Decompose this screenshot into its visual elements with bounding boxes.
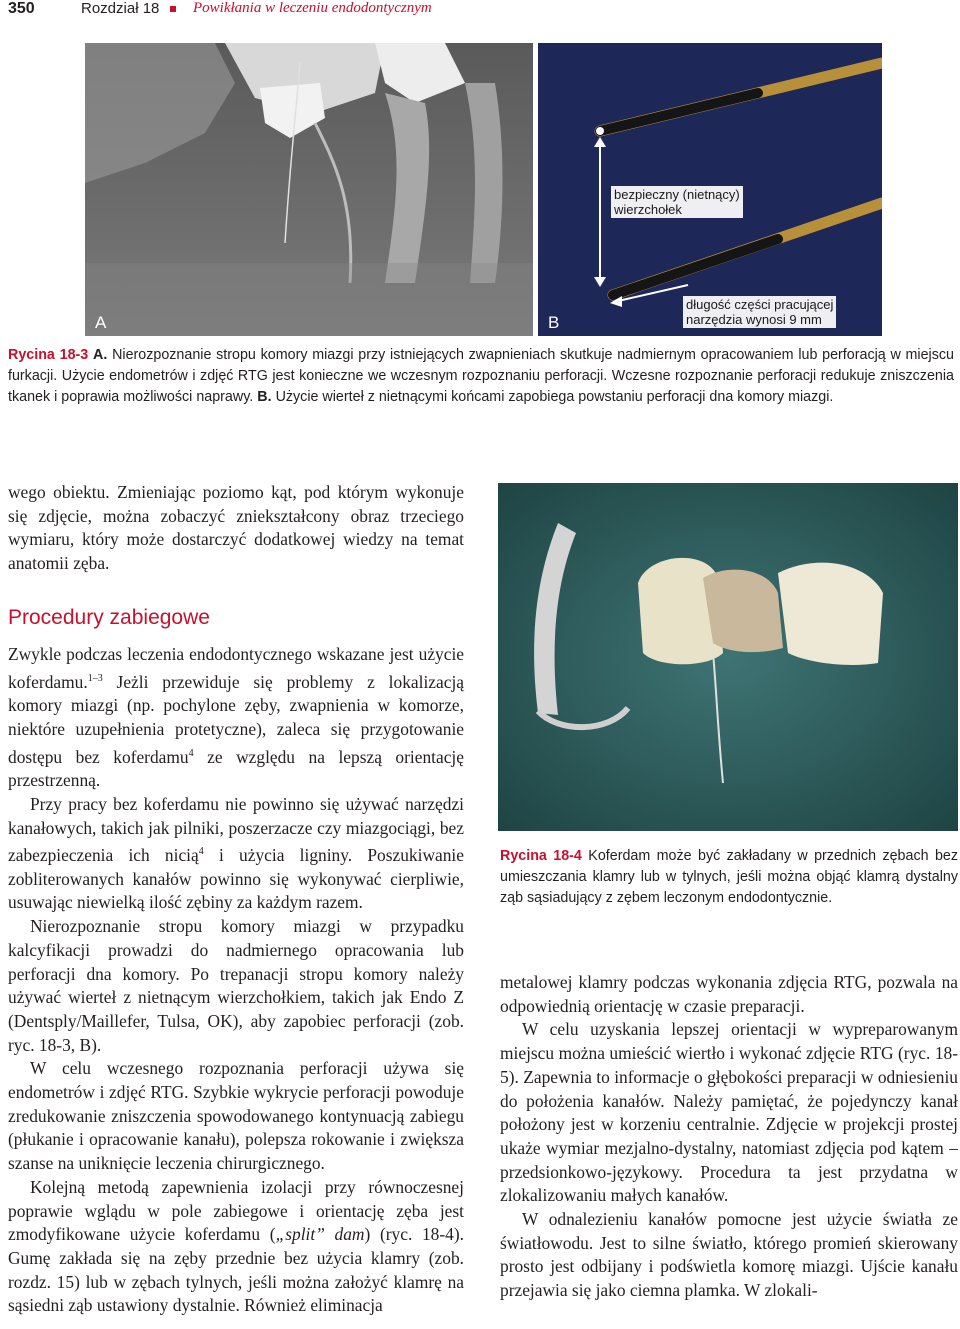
paragraph: Nierozpoznanie stropu komory miazgi w przypadku kalcyfikacji prowadzi do nadmiernego opracowania lub perforacji dna komory. Po trepanacji stropu komory należy używać wierteł z nietnącym wierzchołkiem, takich jak Endo Z (Dentsply/Maillefer, Tulsa, OK), aby zapobiec perforacji (zob. ryc. 18-3, B). [8, 916, 464, 1055]
caption-label: Rycina 18-4 [500, 848, 582, 864]
figure-18-3-caption: Rycina 18-3 A. Nierozpoznanie stropu komory miazgi przy istniejących zwapnieniach skutkuje nadmiernym opracowaniem lub perforacją w miejscu furkacji. Użycie endometrów i zdjęć RTG jest konieczne we wczesnym rozpoznaniu perforacji. Wczesne rozpoznanie perforacji redukuje zniszczenia tkanek i poprawia możliwości naprawy. B. Użycie wierteł z nietnącymi końcami zapobiega powstaniu perforacji dna komory miazgi. [8, 347, 954, 405]
left-column-top [8, 481, 464, 576]
paragraph: wego obiektu. Zmieniając poziomo kąt, pod którym wykonuje się zdjęcie, można zobaczyć zniekształcony obraz trzeciego wymiaru, który może dostarczyć dodatkowej wiedzy na temat anatomii zęba. [8, 482, 464, 574]
section-heading: Procedury zabiegowe [8, 606, 210, 629]
paragraph: W celu wczesnego rozpoznania perforacji używa się endometrów i zdjęć RTG. Szybkie wykrycie perforacji powoduje zredukowanie zniszczenia spowodowanego kontynuacją zabiegu (płukanie i opracowanie kanału), polepsza rokowanie i zwiększa szanse na uniknięcie leczenia chirurgicznego. [8, 1058, 464, 1174]
figure-18-3-a-radiograph [85, 43, 533, 336]
figure-18-4-photo [498, 483, 958, 831]
paragraph: metalowej klamry podczas wykonania zdjęcia RTG, pozwala na odpowiednią orientację w czasie preparacji. [500, 972, 958, 1016]
figure-18-3-b-burs [538, 43, 882, 336]
chapter-title: Powikłania w leczeniu endodontycznym [193, 0, 432, 16]
radiograph-image [85, 43, 533, 336]
annotation-working-length: długość części pracującej narzędzia wynosi 9 mm [683, 296, 836, 328]
running-header [0, 0, 960, 22]
caption-label: Rycina 18-3 [8, 347, 89, 363]
rubber-dam-photo [498, 483, 958, 831]
paragraph: Kolejną metodą zapewnienia izolacji przy równoczesnej poprawie wglądu w pole zabiegowe i orientację zęba jest zmodyfikowane użycie koferdamu („split” dam) (ryc. 18-4). Gumę zakłada się na zęby przednie bez użycia klamry (zob. rozdz. 15) lub w zębach tylnych, jeśli można założyć klamrę na sąsiedni ząb ustawiony dystalnie. Również eliminacja [8, 1176, 464, 1316]
panel-b-label: B [548, 313, 560, 332]
paragraph: W celu uzyskania lepszej orientacji w wypreparowanym miejscu można umieścić wiertło i wykonać zdjęcie RTG (ryc. 18-5). Zapewnia to informacje o głębokości preparacji w odniesieniu do położenia kanałów. Należy pamiętać, że pojedynczy kanał położony jest w korzeniu centralnie. Zdjęcie w projekcji prostej ukaże wymiar mezjalno-dystalny, natomiast zdjęcia pod kątem – przedsionkowo-językowy. Procedura ta jest przydatna w zlokalizowaniu małych kanałów. [500, 1019, 958, 1206]
paragraph: Przy pracy bez koferdamu nie powinno się używać narzędzi kanałowych, takich jak pilniki, poszerzacze czy miazgociągi, bez zabezpieczenia ich nicią$^4$ i użycia ligniny. Poszukiwanie zobliterowanych kanałów powinno się wykonywać cierpliwie, usuwając niewielką ilość zębiny za każdym razem. [8, 793, 464, 913]
chapter-label: Rozdział 18 [81, 0, 160, 17]
panel-a-label: A [95, 313, 107, 332]
annotation-safe-tip: bezpieczny (nietnący) wierzchołek [611, 186, 743, 218]
page-number: 350 [8, 0, 35, 17]
figure-18-4-caption: Rycina 18-4 Koferdam może być zakładany w przednich zębach bez umieszczania klamry lub w tylnych, jeśli można objąć klamrą dystalny ząb sąsiadujący z zębem leczonym endodontycznie. [500, 848, 958, 906]
paragraph: Zwykle podczas leczenia endodontycznego wskazane jest użycie koferdamu.$^{1-3}$ Jeżli przewiduje się problemy z lokalizacją komory miazgi (np. pochylone zęby, zwapnienia w komorze, niektóre uzupełnienia protetyczne), zaleca się przygotowanie dostępu bez koferdamu$^4$ ze względu na lepszą orientację przestrzenną. [8, 644, 464, 791]
header-bullet-icon [170, 6, 176, 12]
right-column-body [500, 971, 958, 1303]
paragraph: W odnalezieniu kanałów pomocne jest użycie światła ze światłowodu. Jest to silne światło, którego promień skierowany prosto jest odbijany i podświetla komorę miazgi. Ujście kanału przejawia się jako ciemna plamka. W zlokali- [500, 1209, 958, 1301]
left-column-body [8, 643, 464, 1318]
